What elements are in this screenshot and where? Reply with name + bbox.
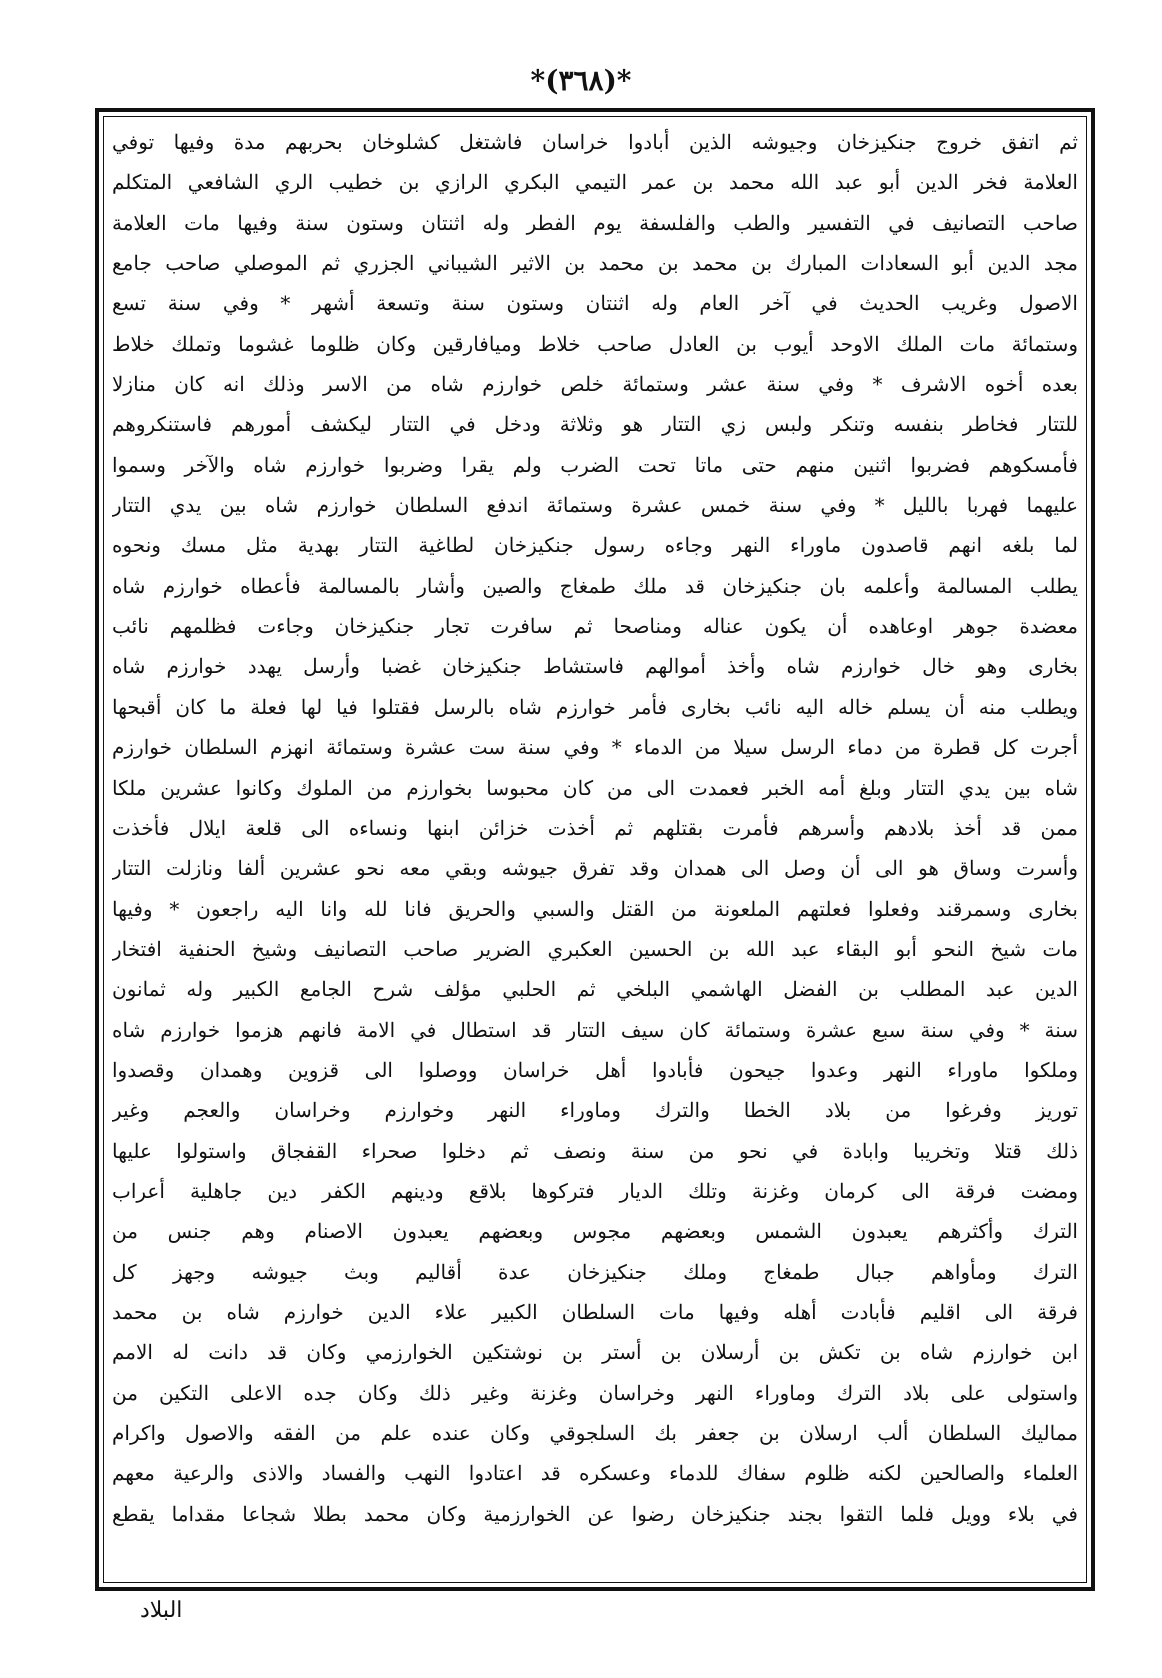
text-line: الترك ومأواهم جبال طمغاج وملك جنكيزخان عدة أقاليم وبث جيوشه وجهز كل xyxy=(112,1259,1078,1284)
text-line: توريز وفرغوا من بلاد الخطا والترك وماوراء النهر وخوارزم وخراسان والعجم وغير xyxy=(112,1098,1078,1123)
text-line: أجرت كل قطرة من دماء الرسل سيلا من الدماء * وفي سنة ست عشرة وستمائة انهزم السلطان خوارزم xyxy=(112,735,1078,760)
text-line: سنة * وفي سنة سبع عشرة وستمائة كان سيف التتار قد استطال في الامة فانهم هزموا خوارزم شاه xyxy=(112,1017,1078,1042)
text-line: الترك وأكثرهم يعبدون الشمس وبعضهم مجوس وبعضهم يعبدون الاصنام وهم جنس من xyxy=(112,1219,1078,1244)
text-line: يطلب المسالمة وأعلمه بان جنكيزخان قد ملك طمغاج والصين وأشار بالمسالمة فأعطاه خوارزم شاه xyxy=(112,573,1078,598)
text-line: للتتار فخاطر بنفسه وتنكر ولبس زي التتار هو وثلاثة ودخل في التتار ليكشف أمورهم فاستنكروهم xyxy=(112,412,1078,437)
text-line: الاصول وغريب الحديث في آخر العام وله اثنتان وستون سنة وتسعة أشهر * وفي سنة تسع xyxy=(112,291,1078,316)
text-line: عليهما فهربا بالليل * وفي سنة خمس عشرة وستمائة اندفع السلطان خوارزم شاه بين يدي التتار xyxy=(112,493,1078,518)
text-line: الدين عبد المطلب بن الفضل الهاشمي البلخي ثم الحلبي مؤلف شرح الجامع الكبير وله ثمانون xyxy=(112,977,1078,1002)
text-line: لما بلغه انهم قاصدون ماوراء النهر وجاءه رسول جنكيزخان لطاغية التتار بهدية مثل مسك ونحوه xyxy=(112,533,1078,558)
text-line: ممن قد أخذ بلادهم وأسرهم فأمرت بقتلهم ثم أخذت خزائن ابنها ونساءه الى قلعة ايلال فأخذت xyxy=(112,815,1078,840)
text-line: ذلك قتلا وتخريبا وابادة في نحو من سنة ونصف ثم دخلوا صحراء القفجاق واستولوا عليها xyxy=(112,1138,1078,1163)
text-line: ابن خوارزم شاه بن تكش بن أرسلان بن أستر بن نوشتكين الخوارزمي وكان قد دانت له الامم xyxy=(112,1340,1078,1365)
text-line: بخارى وسمرقند وفعلوا فعلتهم الملعونة من القتل والسبي والحريق فانا لله وانا اليه راجعون * وفيها xyxy=(112,896,1078,921)
text-line: مماليك السلطان ألب ارسلان بن جعفر بك السلجوقي وكان عنده علم من الفقه والاصول واكرام xyxy=(112,1421,1078,1445)
text-line: وأسرت وساق هو الى أن وصل الى همدان وقد تفرق جيوشه وبقي معه نحو عشرين ألفا ونازلت التتار xyxy=(112,856,1078,881)
text-line: ثم اتفق خروج جنكيزخان وجيوشه الذين أبادوا خراسان فاشتغل كشلوخان بحربهم مدة وفيها توفي xyxy=(112,130,1078,154)
text-line: بعده أخوه الاشرف * وفي سنة عشر وستمائة خلص خوارزم شاه من الاسر وذلك انه كان منازلا xyxy=(112,372,1078,397)
text-line: مات شيخ النحو أبو البقاء عبد الله بن الحسين العكبري الضرير صاحب التصانيف وشيخ الحنفية افتخار xyxy=(112,936,1078,961)
text-line: واستولى على بلاد الترك وماوراء النهر وخراسان وغزنة وغير ذلك وكان جده الاعلى التكين من xyxy=(112,1380,1078,1405)
text-line: معضدة جوهر اوعاهده أن يكون عناله ومناصحا ثم سافرت تجار جنكيزخان وجاءت فظلمهم نائب xyxy=(112,614,1078,639)
text-line: في بلاء وويل فلما التقوا بجند جنكيزخان رضوا عن الخوارزمية وكان محمد بطلا شجاعا مقداما يقطع xyxy=(112,1501,1078,1526)
page-number: *(٣٦٨)* xyxy=(530,64,632,97)
text-line: فرقة الى اقليم فأبادت أهله وفيها مات السلطان الكبير علاء الدين خوارزم شاه بن محمد xyxy=(112,1299,1078,1324)
text-line: العلامة فخر الدين أبو عبد الله محمد بن عمر التيمي البكري الرازي بن خطيب الري الشافعي المتكلم xyxy=(112,170,1078,195)
text-line xyxy=(112,1534,1078,1574)
text-line: العلماء والصالحين لكنه ظلوم سفاك للدماء وعسكره قد اعتادوا النهب والفساد والاذى والرعية معهم xyxy=(112,1461,1078,1486)
text-line: مجد الدين أبو السعادات المبارك بن محمد بن محمد بن الاثير الشيباني الجزري ثم الموصلي صاحب جامع xyxy=(112,251,1078,276)
text-line: صاحب التصانيف في التفسير والطب والفلسفة يوم الفطر وله اثنتان وستون سنة وفيها مات العلامة xyxy=(112,210,1078,235)
text-line: وملكوا ماوراء النهر وعدوا جيحون فأبادوا أهل خراسان ووصلوا الى قزوين وهمدان وقصدوا xyxy=(112,1057,1078,1082)
text-line: شاه بين يدي التتار وبلغ أمه الخبر فعمدت الى من كان محبوسا بخوارزم من الملوك وكانوا عشرين ملكا xyxy=(112,775,1078,800)
text-line: بخارى وهو خال خوارزم شاه وأخذ أموالهم فاستشاط جنكيزخان غضبا وأرسل يهدد خوارزم شاه xyxy=(112,654,1078,679)
text-line: فأمسكوهم فضربوا اثنين منهم حتى ماتا تحت الضرب ولم يقرا وضربوا خوارزم شاه والآخر وسموا xyxy=(112,452,1078,477)
text-body xyxy=(112,122,1078,1577)
text-line: وستمائة مات الملك الاوحد أيوب بن العادل صاحب خلاط وميافارقين وكان ظلوما غشوما وتملك خلاط xyxy=(112,331,1078,356)
text-line: ومضت فرقة الى كرمان وغزنة وتلك الديار فتركوها بلاقع ودينهم الكفر دين جاهلية أعراب xyxy=(112,1178,1078,1203)
catchword: البلاد xyxy=(140,1598,183,1623)
text-line: ويطلب منه أن يسلم خاله اليه نائب بخارى فأمر خوارزم شاه بالرسل فقتلوا فيا لها فعلة ما كان أقبحها xyxy=(112,694,1078,719)
